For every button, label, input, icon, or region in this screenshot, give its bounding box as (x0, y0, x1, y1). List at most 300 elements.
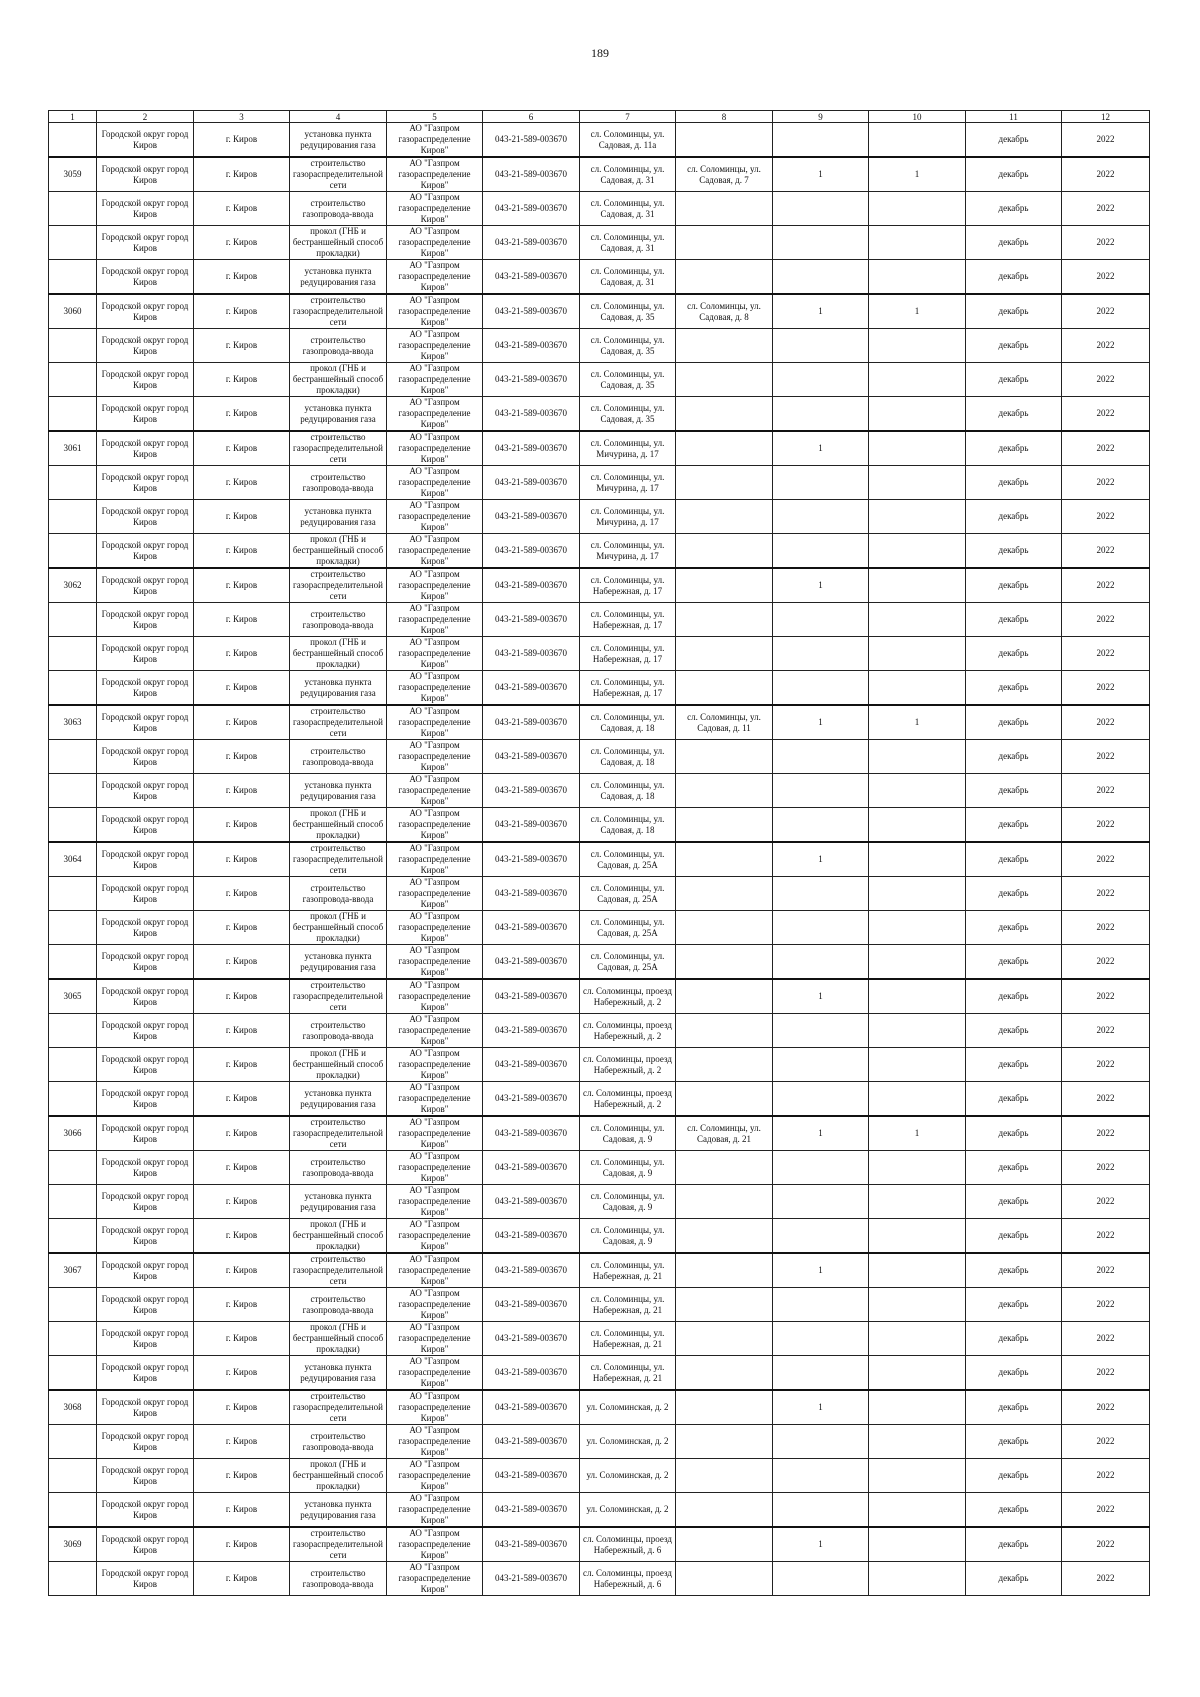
municipality-cell: Городской округ город Киров (97, 1493, 194, 1528)
city-cell: г. Киров (194, 1116, 290, 1151)
city-cell: г. Киров (194, 1253, 290, 1288)
address-cell: сл. Соломинцы, ул. Набережная, д. 17 (580, 637, 676, 671)
count-col9-cell (773, 1562, 869, 1596)
address-cell: сл. Соломинцы, ул. Садовая, д. 18 (580, 808, 676, 843)
count-col9-cell (773, 329, 869, 363)
table-row (49, 1493, 1150, 1528)
year-cell: 2022 (1062, 1322, 1150, 1356)
secondary-address-cell (676, 568, 773, 603)
column-header: 11 (966, 111, 1062, 123)
month-cell: декабрь (966, 431, 1062, 466)
secondary-address-cell (676, 842, 773, 877)
year-cell: 2022 (1062, 1390, 1150, 1425)
municipality-cell: Городской округ город Киров (97, 260, 194, 295)
city-cell: г. Киров (194, 500, 290, 534)
work-type-cell: строительство газопровода-ввода (290, 329, 387, 363)
city-cell: г. Киров (194, 1527, 290, 1562)
municipality-cell: Городской округ город Киров (97, 945, 194, 980)
work-type-cell: установка пункта редуцирования газа (290, 260, 387, 295)
municipality-cell: Городской округ город Киров (97, 1048, 194, 1082)
address-cell: сл. Соломинцы, проезд Набережный, д. 6 (580, 1527, 676, 1562)
year-cell: 2022 (1062, 979, 1150, 1014)
column-header: 2 (97, 111, 194, 123)
object-number-cell (49, 637, 97, 671)
program-code-cell: 043-21-589-003670 (483, 877, 580, 911)
count-col10-cell (869, 226, 966, 260)
city-cell: г. Киров (194, 568, 290, 603)
month-cell: декабрь (966, 466, 1062, 500)
secondary-address-cell (676, 1219, 773, 1254)
month-cell: декабрь (966, 740, 1062, 774)
program-code-cell: 043-21-589-003670 (483, 192, 580, 226)
count-col10-cell (869, 603, 966, 637)
table-row (49, 1116, 1150, 1151)
city-cell: г. Киров (194, 774, 290, 808)
secondary-address-cell (676, 1459, 773, 1493)
month-cell: декабрь (966, 157, 1062, 192)
organization-cell: АО "Газпром газораспределение Киров" (387, 945, 483, 980)
work-type-cell: прокол (ГНБ и бестраншейный способ прокладки) (290, 226, 387, 260)
table-row (49, 294, 1150, 329)
organization-cell: АО "Газпром газораспределение Киров" (387, 842, 483, 877)
year-cell: 2022 (1062, 1219, 1150, 1254)
count-col9-cell (773, 1322, 869, 1356)
year-cell: 2022 (1062, 260, 1150, 295)
count-col9-cell (773, 226, 869, 260)
municipality-cell: Городской округ город Киров (97, 466, 194, 500)
month-cell: декабрь (966, 637, 1062, 671)
city-cell: г. Киров (194, 226, 290, 260)
year-cell: 2022 (1062, 397, 1150, 432)
work-type-cell: строительство газопровода-ввода (290, 740, 387, 774)
table-row (49, 1322, 1150, 1356)
count-col9-cell (773, 397, 869, 432)
organization-cell: АО "Газпром газораспределение Киров" (387, 911, 483, 945)
column-header: 12 (1062, 111, 1150, 123)
year-cell: 2022 (1062, 329, 1150, 363)
work-type-cell: строительство газораспределительной сети (290, 1253, 387, 1288)
organization-cell: АО "Газпром газораспределение Киров" (387, 705, 483, 740)
municipality-cell: Городской округ город Киров (97, 740, 194, 774)
secondary-address-cell (676, 1082, 773, 1117)
secondary-address-cell (676, 671, 773, 706)
column-header: 10 (869, 111, 966, 123)
address-cell: сл. Соломинцы, ул. Садовая, д. 35 (580, 329, 676, 363)
count-col10-cell (869, 1459, 966, 1493)
table-body (49, 111, 1150, 1596)
table-row (49, 774, 1150, 808)
object-number-cell (49, 466, 97, 500)
table-row (49, 431, 1150, 466)
municipality-cell: Городской округ город Киров (97, 294, 194, 329)
city-cell: г. Киров (194, 1493, 290, 1528)
object-number-cell (49, 1185, 97, 1219)
month-cell: декабрь (966, 1048, 1062, 1082)
table-row (49, 192, 1150, 226)
work-type-cell: установка пункта редуцирования газа (290, 1185, 387, 1219)
city-cell: г. Киров (194, 1356, 290, 1391)
object-number-cell (49, 774, 97, 808)
address-cell: сл. Соломинцы, ул. Садовая, д. 25А (580, 842, 676, 877)
address-cell: сл. Соломинцы, проезд Набережный, д. 2 (580, 979, 676, 1014)
count-col10-cell (869, 260, 966, 295)
month-cell: декабрь (966, 911, 1062, 945)
address-cell: сл. Соломинцы, ул. Садовая, д. 31 (580, 192, 676, 226)
object-number-cell (49, 226, 97, 260)
year-cell: 2022 (1062, 1493, 1150, 1528)
organization-cell: АО "Газпром газораспределение Киров" (387, 1356, 483, 1391)
object-number-cell (49, 1014, 97, 1048)
secondary-address-cell (676, 1425, 773, 1459)
address-cell: сл. Соломинцы, проезд Набережный, д. 2 (580, 1082, 676, 1117)
count-col9-cell (773, 1185, 869, 1219)
municipality-cell: Городской округ город Киров (97, 1116, 194, 1151)
count-col9-cell: 1 (773, 431, 869, 466)
organization-cell: АО "Газпром газораспределение Киров" (387, 1493, 483, 1528)
year-cell: 2022 (1062, 637, 1150, 671)
work-type-cell: строительство газопровода-ввода (290, 1425, 387, 1459)
object-number-cell (49, 534, 97, 569)
table-row (49, 1048, 1150, 1082)
year-cell: 2022 (1062, 1562, 1150, 1596)
table-row (49, 397, 1150, 432)
address-cell: ул. Соломинская, д. 2 (580, 1425, 676, 1459)
count-col9-cell (773, 1219, 869, 1254)
municipality-cell: Городской округ город Киров (97, 603, 194, 637)
object-number-cell (49, 877, 97, 911)
table-row (49, 466, 1150, 500)
program-code-cell: 043-21-589-003670 (483, 740, 580, 774)
city-cell: г. Киров (194, 603, 290, 637)
month-cell: декабрь (966, 260, 1062, 295)
program-code-cell: 043-21-589-003670 (483, 1014, 580, 1048)
count-col10-cell (869, 1185, 966, 1219)
address-cell: сл. Соломинцы, ул. Садовая, д. 9 (580, 1219, 676, 1254)
work-type-cell: строительство газораспределительной сети (290, 1390, 387, 1425)
month-cell: декабрь (966, 1253, 1062, 1288)
program-code-cell: 043-21-589-003670 (483, 1390, 580, 1425)
municipality-cell: Городской округ город Киров (97, 1288, 194, 1322)
secondary-address-cell (676, 1151, 773, 1185)
table-row (49, 1219, 1150, 1254)
year-cell: 2022 (1062, 1048, 1150, 1082)
municipality-cell: Городской округ город Киров (97, 1219, 194, 1254)
month-cell: декабрь (966, 226, 1062, 260)
count-col9-cell (773, 363, 869, 397)
month-cell: декабрь (966, 1116, 1062, 1151)
table-row (49, 637, 1150, 671)
city-cell: г. Киров (194, 534, 290, 569)
column-number-header (49, 111, 1150, 123)
object-number-cell: 3066 (49, 1116, 97, 1151)
count-col10-cell (869, 1082, 966, 1117)
address-cell: сл. Соломинцы, ул. Мичурина, д. 17 (580, 431, 676, 466)
work-type-cell: строительство газораспределительной сети (290, 568, 387, 603)
organization-cell: АО "Газпром газораспределение Киров" (387, 1459, 483, 1493)
year-cell: 2022 (1062, 1356, 1150, 1391)
table-row (49, 1014, 1150, 1048)
program-code-cell: 043-21-589-003670 (483, 1527, 580, 1562)
month-cell: декабрь (966, 500, 1062, 534)
object-number-cell (49, 945, 97, 980)
year-cell: 2022 (1062, 808, 1150, 843)
municipality-cell: Городской округ город Киров (97, 1014, 194, 1048)
work-type-cell: прокол (ГНБ и бестраншейный способ прокладки) (290, 363, 387, 397)
object-number-cell (49, 1288, 97, 1322)
secondary-address-cell (676, 774, 773, 808)
year-cell: 2022 (1062, 774, 1150, 808)
year-cell: 2022 (1062, 911, 1150, 945)
program-code-cell: 043-21-589-003670 (483, 1151, 580, 1185)
count-col9-cell (773, 1459, 869, 1493)
organization-cell: АО "Газпром газораспределение Киров" (387, 431, 483, 466)
address-cell: сл. Соломинцы, ул. Мичурина, д. 17 (580, 534, 676, 569)
program-code-cell: 043-21-589-003670 (483, 911, 580, 945)
table-row (49, 1185, 1150, 1219)
organization-cell: АО "Газпром газораспределение Киров" (387, 1527, 483, 1562)
column-header: 9 (773, 111, 869, 123)
program-code-cell: 043-21-589-003670 (483, 1082, 580, 1117)
organization-cell: АО "Газпром газораспределение Киров" (387, 1562, 483, 1596)
organization-cell: АО "Газпром газораспределение Киров" (387, 123, 483, 158)
object-number-cell (49, 329, 97, 363)
year-cell: 2022 (1062, 1459, 1150, 1493)
city-cell: г. Киров (194, 397, 290, 432)
address-cell: сл. Соломинцы, ул. Садовая, д. 25А (580, 877, 676, 911)
work-type-cell: установка пункта редуцирования газа (290, 671, 387, 706)
address-cell: ул. Соломинская, д. 2 (580, 1459, 676, 1493)
address-cell: сл. Соломинцы, ул. Садовая, д. 25А (580, 911, 676, 945)
count-col9-cell (773, 740, 869, 774)
count-col9-cell (773, 671, 869, 706)
count-col9-cell (773, 1493, 869, 1528)
address-cell: сл. Соломинцы, проезд Набережный, д. 2 (580, 1014, 676, 1048)
work-type-cell: установка пункта редуцирования газа (290, 397, 387, 432)
organization-cell: АО "Газпром газораспределение Киров" (387, 294, 483, 329)
month-cell: декабрь (966, 808, 1062, 843)
program-code-cell: 043-21-589-003670 (483, 1048, 580, 1082)
month-cell: декабрь (966, 534, 1062, 569)
count-col10-cell (869, 329, 966, 363)
count-col10-cell (869, 466, 966, 500)
city-cell: г. Киров (194, 637, 290, 671)
city-cell: г. Киров (194, 1459, 290, 1493)
page-number: 189 (591, 46, 609, 60)
month-cell: декабрь (966, 1151, 1062, 1185)
city-cell: г. Киров (194, 911, 290, 945)
year-cell: 2022 (1062, 294, 1150, 329)
month-cell: декабрь (966, 294, 1062, 329)
program-code-cell: 043-21-589-003670 (483, 294, 580, 329)
municipality-cell: Городской округ город Киров (97, 1151, 194, 1185)
city-cell: г. Киров (194, 808, 290, 843)
secondary-address-cell (676, 329, 773, 363)
city-cell: г. Киров (194, 294, 290, 329)
city-cell: г. Киров (194, 842, 290, 877)
work-type-cell: прокол (ГНБ и бестраншейный способ прокладки) (290, 1459, 387, 1493)
count-col9-cell (773, 1151, 869, 1185)
count-col9-cell: 1 (773, 568, 869, 603)
municipality-cell: Городской округ город Киров (97, 1459, 194, 1493)
month-cell: декабрь (966, 945, 1062, 980)
address-cell: сл. Соломинцы, ул. Набережная, д. 21 (580, 1253, 676, 1288)
month-cell: декабрь (966, 1322, 1062, 1356)
count-col10-cell (869, 1425, 966, 1459)
address-cell: сл. Соломинцы, ул. Садовая, д. 35 (580, 363, 676, 397)
secondary-address-cell (676, 466, 773, 500)
object-number-cell: 3064 (49, 842, 97, 877)
program-code-cell: 043-21-589-003670 (483, 1288, 580, 1322)
secondary-address-cell (676, 363, 773, 397)
column-header: 8 (676, 111, 773, 123)
municipality-cell: Городской округ город Киров (97, 1185, 194, 1219)
table-row (49, 1527, 1150, 1562)
work-type-cell: строительство газопровода-ввода (290, 466, 387, 500)
month-cell: декабрь (966, 1219, 1062, 1254)
organization-cell: АО "Газпром газораспределение Киров" (387, 1151, 483, 1185)
object-number-cell (49, 808, 97, 843)
object-number-cell: 3065 (49, 979, 97, 1014)
program-code-cell: 043-21-589-003670 (483, 603, 580, 637)
count-col10-cell (869, 192, 966, 226)
municipality-cell: Городской округ город Киров (97, 1390, 194, 1425)
municipality-cell: Городской округ город Киров (97, 877, 194, 911)
year-cell: 2022 (1062, 945, 1150, 980)
program-code-cell: 043-21-589-003670 (483, 1322, 580, 1356)
program-code-cell: 043-21-589-003670 (483, 808, 580, 843)
table-row (49, 877, 1150, 911)
organization-cell: АО "Газпром газораспределение Киров" (387, 568, 483, 603)
object-number-cell (49, 1493, 97, 1528)
organization-cell: АО "Газпром газораспределение Киров" (387, 363, 483, 397)
city-cell: г. Киров (194, 192, 290, 226)
municipality-cell: Городской округ город Киров (97, 157, 194, 192)
municipality-cell: Городской округ город Киров (97, 1356, 194, 1391)
object-number-cell (49, 671, 97, 706)
table-row (49, 1425, 1150, 1459)
object-number-cell (49, 740, 97, 774)
secondary-address-cell (676, 534, 773, 569)
municipality-cell: Городской округ город Киров (97, 911, 194, 945)
secondary-address-cell (676, 431, 773, 466)
city-cell: г. Киров (194, 157, 290, 192)
work-type-cell: строительство газопровода-ввода (290, 1288, 387, 1322)
program-code-cell: 043-21-589-003670 (483, 671, 580, 706)
city-cell: г. Киров (194, 1288, 290, 1322)
count-col9-cell (773, 260, 869, 295)
organization-cell: АО "Газпром газораспределение Киров" (387, 1322, 483, 1356)
count-col9-cell (773, 1014, 869, 1048)
count-col10-cell (869, 123, 966, 158)
organization-cell: АО "Газпром газораспределение Киров" (387, 1185, 483, 1219)
organization-cell: АО "Газпром газораспределение Киров" (387, 192, 483, 226)
count-col10-cell (869, 534, 966, 569)
count-col9-cell (773, 1048, 869, 1082)
municipality-cell: Городской округ город Киров (97, 500, 194, 534)
municipality-cell: Городской округ город Киров (97, 1562, 194, 1596)
count-col9-cell (773, 500, 869, 534)
city-cell: г. Киров (194, 1390, 290, 1425)
year-cell: 2022 (1062, 500, 1150, 534)
program-code-cell: 043-21-589-003670 (483, 397, 580, 432)
object-number-cell (49, 123, 97, 158)
count-col10-cell (869, 431, 966, 466)
program-code-cell: 043-21-589-003670 (483, 1459, 580, 1493)
secondary-address-cell (676, 740, 773, 774)
city-cell: г. Киров (194, 1322, 290, 1356)
city-cell: г. Киров (194, 740, 290, 774)
organization-cell: АО "Газпром газораспределение Киров" (387, 226, 483, 260)
organization-cell: АО "Газпром газораспределение Киров" (387, 1082, 483, 1117)
column-header: 6 (483, 111, 580, 123)
table-row (49, 1459, 1150, 1493)
municipality-cell: Городской округ город Киров (97, 842, 194, 877)
table-row (49, 1390, 1150, 1425)
secondary-address-cell (676, 1356, 773, 1391)
year-cell: 2022 (1062, 1116, 1150, 1151)
work-type-cell: строительство газопровода-ввода (290, 1562, 387, 1596)
count-col9-cell (773, 808, 869, 843)
program-code-cell: 043-21-589-003670 (483, 466, 580, 500)
city-cell: г. Киров (194, 1562, 290, 1596)
address-cell: ул. Соломинская, д. 2 (580, 1390, 676, 1425)
organization-cell: АО "Газпром газораспределение Киров" (387, 329, 483, 363)
year-cell: 2022 (1062, 671, 1150, 706)
count-col10-cell: 1 (869, 705, 966, 740)
organization-cell: АО "Газпром газораспределение Киров" (387, 1219, 483, 1254)
organization-cell: АО "Газпром газораспределение Киров" (387, 877, 483, 911)
organization-cell: АО "Газпром газораспределение Киров" (387, 500, 483, 534)
object-number-cell (49, 1459, 97, 1493)
count-col10-cell (869, 945, 966, 980)
secondary-address-cell (676, 979, 773, 1014)
object-number-cell (49, 911, 97, 945)
count-col9-cell (773, 1082, 869, 1117)
city-cell: г. Киров (194, 1219, 290, 1254)
month-cell: декабрь (966, 1014, 1062, 1048)
municipality-cell: Городской округ город Киров (97, 1527, 194, 1562)
count-col10-cell (869, 1048, 966, 1082)
address-cell: сл. Соломинцы, ул. Набережная, д. 21 (580, 1288, 676, 1322)
municipality-cell: Городской округ город Киров (97, 671, 194, 706)
count-col10-cell: 1 (869, 157, 966, 192)
secondary-address-cell (676, 397, 773, 432)
column-header: 3 (194, 111, 290, 123)
secondary-address-cell (676, 1390, 773, 1425)
city-cell: г. Киров (194, 1082, 290, 1117)
count-col9-cell (773, 603, 869, 637)
municipality-cell: Городской округ город Киров (97, 1322, 194, 1356)
secondary-address-cell (676, 1562, 773, 1596)
municipality-cell: Городской округ город Киров (97, 397, 194, 432)
address-cell: сл. Соломинцы, ул. Мичурина, д. 17 (580, 466, 676, 500)
city-cell: г. Киров (194, 260, 290, 295)
month-cell: декабрь (966, 877, 1062, 911)
address-cell: сл. Соломинцы, ул. Набережная, д. 17 (580, 568, 676, 603)
year-cell: 2022 (1062, 363, 1150, 397)
work-type-cell: прокол (ГНБ и бестраншейный способ прокладки) (290, 1219, 387, 1254)
municipality-cell: Городской округ город Киров (97, 1425, 194, 1459)
organization-cell: АО "Газпром газораспределение Киров" (387, 260, 483, 295)
month-cell: декабрь (966, 842, 1062, 877)
municipality-cell: Городской округ город Киров (97, 363, 194, 397)
work-type-cell: прокол (ГНБ и бестраншейный способ прокладки) (290, 808, 387, 843)
municipality-cell: Городской округ город Киров (97, 1253, 194, 1288)
work-type-cell: строительство газораспределительной сети (290, 1116, 387, 1151)
work-type-cell: строительство газораспределительной сети (290, 979, 387, 1014)
program-code-cell: 043-21-589-003670 (483, 1219, 580, 1254)
year-cell: 2022 (1062, 1185, 1150, 1219)
